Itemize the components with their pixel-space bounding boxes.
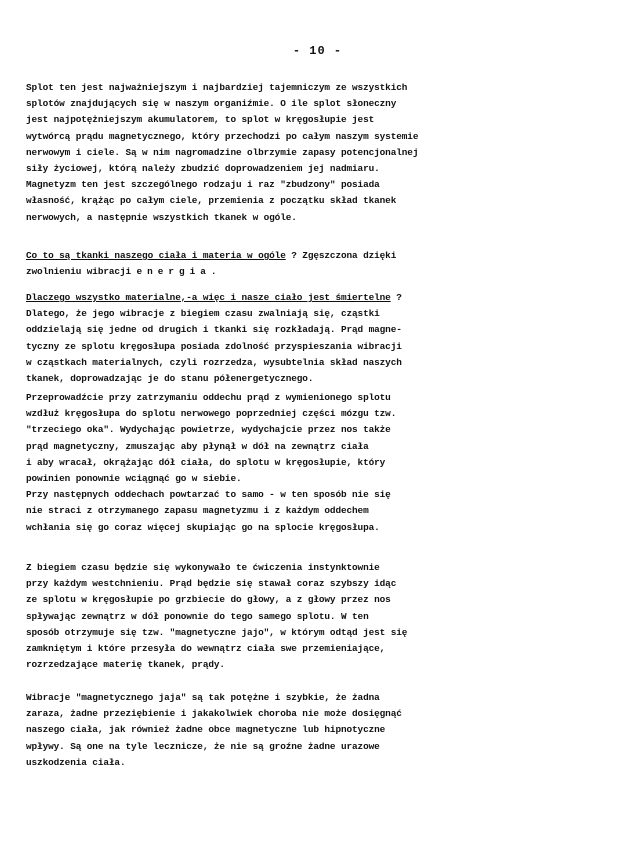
text-line: własność, krążąc po całym ciele, przemienia z początku skład tkanek xyxy=(26,195,397,207)
text-line: Przy następnych oddechach powtarzać to samo - w ten sposób nie się xyxy=(26,489,391,501)
text-line: uszkodzenia ciała. xyxy=(26,756,126,768)
paragraph-4 xyxy=(26,390,616,536)
text-line xyxy=(26,264,616,280)
question-line xyxy=(26,248,616,264)
text-line: Z biegiem czasu będzie się wykonywało te ćwiczenia instynktownie xyxy=(26,562,380,573)
question-answer-start: ? Zgęszczona dzięki xyxy=(285,250,397,261)
paragraph-5 xyxy=(26,560,616,673)
page-number: - 10 - xyxy=(292,44,343,58)
question-underlined: Dlaczego wszystko materialne,-a więc i nasze ciało jest śmiertelne xyxy=(26,292,391,303)
text-line: Przeprowadźcie przy zatrzymaniu oddechu prąd z wymienionego splotu xyxy=(26,392,391,403)
text-line: sposób otrzymuje się tzw. "magnetyczne jajo", w którym odtąd jest się xyxy=(26,626,408,638)
text-line: splotów znajdujących się w naszym organiźmie. O ile splot słoneczny xyxy=(26,98,397,110)
text-line: ze splotu w kręgosłupie po grzbiecie do głowy, a z głowy przez nos xyxy=(26,594,391,606)
text-line: oddzielają się jedne od drugich i tkanki się rozkładają. Prąd magne- xyxy=(26,324,402,336)
text-line: Dlatego, że jego wibracje z biegiem czasu zwalniają się, cząstki xyxy=(26,308,380,320)
text-line: Magnetyzm ten jest szczególnego rodzaju i raz "zbudzony" posiada xyxy=(26,179,380,191)
question-mark: ? xyxy=(390,292,402,303)
paragraph-2 xyxy=(26,248,616,280)
spaced-word: energia. xyxy=(136,266,222,278)
text-line: tkanek, doprowadzając je do stanu półenergetycznego. xyxy=(26,373,314,385)
question-line xyxy=(26,290,616,306)
text-line: siły życiowej, którą należy zbudzić doprowadzeniem jej nadmiaru. xyxy=(26,163,380,175)
text-line: wchłania się go coraz więcej skupiając go na splocie kręgosłupa. xyxy=(26,521,380,533)
paragraph-6 xyxy=(26,690,616,771)
text-line: spływając zewnątrz w dół ponownie do tego samego splotu. W ten xyxy=(26,610,369,622)
text-line: i aby wracał, okrążając dół ciała, do splotu w kręgosłupie, który xyxy=(26,456,386,468)
text-line: wzdłuż kręgosłupa do splotu nerwowego poprzedniej części mózgu tzw. xyxy=(26,408,397,420)
text-line: rozrzedzające materię tkanek, prądy. xyxy=(26,659,225,671)
text-line: naszego ciała, jak również żadne obce magnetyczne lub hipnotyczne xyxy=(26,724,386,736)
text-line: jest najpotężniejszym akumulatorem, to splot w kręgosłupie jest xyxy=(26,114,375,126)
text-line: "trzeciego oka". Wydychając powietrze, wydychajcie przez nos także xyxy=(26,424,391,436)
text-prefix: zwolnieniu wibracji xyxy=(26,266,137,278)
text-line: zaraza, żadne przeziębienie i jakakolwiek choroba nie może dosięgnąć xyxy=(26,708,402,720)
text-line: tyczny ze splotu kręgosłupa posiada zdolność przyspieszania wibracji xyxy=(26,340,402,352)
text-line: przy każdym westchnieniu. Prąd będzie się stawał coraz szybszy idąc xyxy=(26,578,397,590)
paragraph-1 xyxy=(26,80,616,226)
text-line: Splot ten jest najważniejszym i najbardziej tajemniczym ze wszystkich xyxy=(26,82,408,93)
text-line: powinien ponownie wciągnąć go w siebie. xyxy=(26,473,242,485)
text-line: Wibracje "magnetycznego jaja" są tak potężne i szybkie, że żadna xyxy=(26,692,380,703)
text-line: zamkniętym i które przesyła do wewnątrz ciała swe przemieniające, xyxy=(26,643,386,655)
text-line: nie straci z otrzymanego zapasu magnetyzmu i z każdym oddechem xyxy=(26,505,369,517)
text-line: prąd magnetyczny, zmuszając aby płynął w dół na zewnątrz ciała xyxy=(26,440,369,452)
text-line: wytwórcą prądu magnetycznego, który przechodzi po całym naszym systemie xyxy=(26,130,419,142)
text-line: w cząstkach materialnych, czyli rozrzedza, wysubtelnia skład naszych xyxy=(26,356,402,368)
text-line: nerwowych, a następnie wszystkich tkanek w ogóle. xyxy=(26,211,297,223)
text-line: wpływy. Są one na tyle lecznicze, że nie są groźne żadne urazowe xyxy=(26,740,380,752)
question-underlined: Co to są tkanki naszego ciała i materia w ogóle xyxy=(26,250,286,261)
text-line: nerwowym i ciele. Są w nim nagromadzine olbrzymie zapasy potencjonalnej xyxy=(26,146,419,158)
paragraph-3 xyxy=(26,290,616,387)
